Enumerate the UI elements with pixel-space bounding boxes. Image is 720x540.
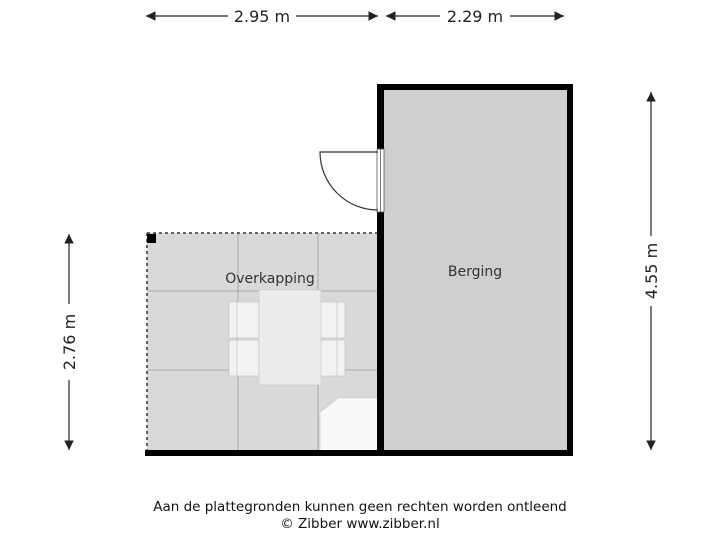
dimension-top-right (386, 7, 564, 26)
dimension-left (60, 234, 79, 450)
dimension-right (642, 92, 661, 450)
dimension-top-left (146, 7, 378, 26)
wall-berging-right (567, 84, 573, 456)
door (320, 149, 384, 212)
chair (229, 302, 259, 338)
dimension-right-label: 4.55 m (642, 242, 661, 300)
copyright-text: © Zibber www.zibber.nl (280, 516, 440, 532)
dimension-top-left-label: 2.95 m (233, 7, 291, 26)
dining-table (259, 290, 321, 385)
wall-berging-left-top (377, 84, 384, 149)
chair (229, 340, 259, 376)
wall-berging-top (377, 84, 573, 90)
room-label-overkapping: Overkapping (225, 271, 315, 287)
wall-berging-left-bottom (377, 212, 384, 456)
dimension-left-label: 2.76 m (60, 313, 79, 371)
corner-post (147, 234, 156, 243)
dimension-top-right-label: 2.29 m (446, 7, 504, 26)
dining-set (229, 290, 345, 385)
step-area (320, 398, 379, 451)
wall-bottom (145, 450, 573, 456)
room-label-berging: Berging (447, 264, 503, 280)
disclaimer-text: Aan de plattegronden kunnen geen rechten worden ontleend (153, 499, 567, 515)
